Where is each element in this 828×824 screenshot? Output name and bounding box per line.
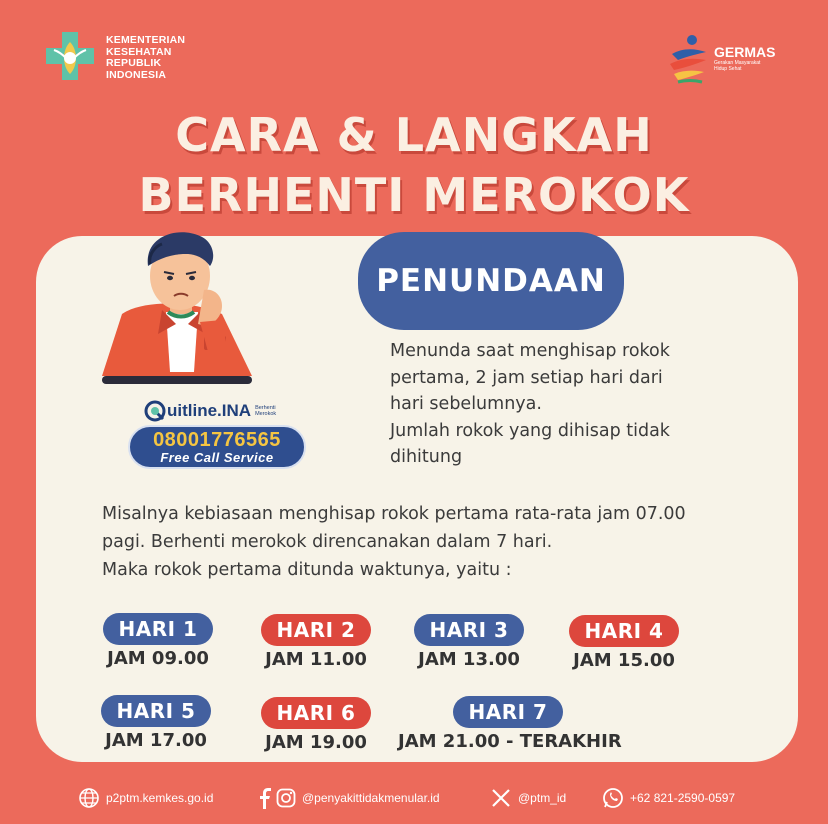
- quitline-tagline: Berhenti Merokok: [255, 405, 277, 417]
- schedule-day-6: [246, 697, 386, 753]
- quitline-q-icon: [144, 400, 166, 422]
- globe-icon: [78, 787, 100, 809]
- schedule-day-4: [554, 615, 694, 671]
- schedule-day-7: [398, 696, 622, 752]
- footer-social[interactable]: [260, 784, 440, 812]
- method-badge: PENUNDAAN: [358, 232, 624, 330]
- schedule-day-2: [246, 614, 386, 670]
- day-label: HARI 5: [101, 695, 212, 727]
- day-time: JAM 11.00: [265, 649, 367, 670]
- method-description: Menunda saat menghisap rokok pertama, 2 jam setiap hari dari hari sebelumnya. Jumlah rokok yang dihisap tidak dihitung: [390, 341, 670, 467]
- kemenkes-logo-icon: [40, 28, 100, 88]
- quitline-badge: [128, 400, 308, 480]
- day-time: JAM 15.00: [573, 650, 675, 671]
- day-time: JAM 21.00 - TERAKHIR: [398, 731, 622, 752]
- website-link[interactable]: p2ptm.kemkes.go.id: [106, 791, 214, 805]
- whatsapp-number[interactable]: +62 821-2590-0597: [630, 791, 736, 805]
- example-intro: Misalnya kebiasaan menghisap rokok pertama rata-rata jam 07.00 pagi. Berhenti merokok direncanakan dalam 7 hari. Maka rokok pertama ditunda waktunya, yaitu :: [102, 504, 686, 580]
- quitline-name: uitline.INA: [167, 401, 252, 420]
- day-label: HARI 6: [261, 697, 372, 729]
- schedule-day-1: [88, 613, 228, 669]
- page-title-line-1: CARA & LANGKAH: [175, 108, 653, 162]
- day-label: HARI 4: [569, 615, 680, 647]
- day-label: HARI 2: [261, 614, 372, 646]
- x-handle[interactable]: @ptm_id: [518, 791, 567, 805]
- footer-x[interactable]: [490, 784, 566, 812]
- schedule-day-5: [86, 695, 226, 751]
- social-handle[interactable]: @penyakittidakmenular.id: [302, 791, 440, 805]
- quitline-phone-pill: [128, 425, 306, 469]
- day-time: JAM 19.00: [265, 732, 367, 753]
- kemenkes-logo: [40, 28, 185, 88]
- day-label: HARI 7: [453, 696, 564, 728]
- germas-logo: [666, 32, 775, 84]
- facebook-icon: [260, 787, 272, 809]
- day-time: JAM 09.00: [107, 648, 209, 669]
- quitline-phone-number: 08001776565: [153, 428, 281, 451]
- germas-logo-icon: [666, 32, 712, 84]
- footer-whatsapp[interactable]: [602, 784, 735, 812]
- whatsapp-icon: [602, 787, 624, 809]
- footer: [0, 784, 828, 812]
- x-icon: [490, 787, 512, 809]
- ministry-name: KEMENTERIAN KESEHATAN REPUBLIK INDONESIA: [106, 34, 186, 81]
- germas-subtitle: Gerakan Masyarakat Hidup Sehat: [714, 60, 761, 72]
- day-label: HARI 3: [414, 614, 525, 646]
- instagram-icon: [276, 787, 296, 809]
- germas-name: GERMAS: [714, 44, 776, 60]
- day-label: HARI 1: [103, 613, 214, 645]
- day-time: JAM 17.00: [105, 730, 207, 751]
- footer-website[interactable]: [78, 784, 213, 812]
- schedule-day-3: [399, 614, 539, 670]
- day-time: JAM 13.00: [418, 649, 520, 670]
- stressed-man-illustration: [92, 226, 282, 402]
- free-call-label: Free Call Service: [160, 449, 274, 465]
- page-title-line-2: BERHENTI MEROKOK: [138, 168, 690, 222]
